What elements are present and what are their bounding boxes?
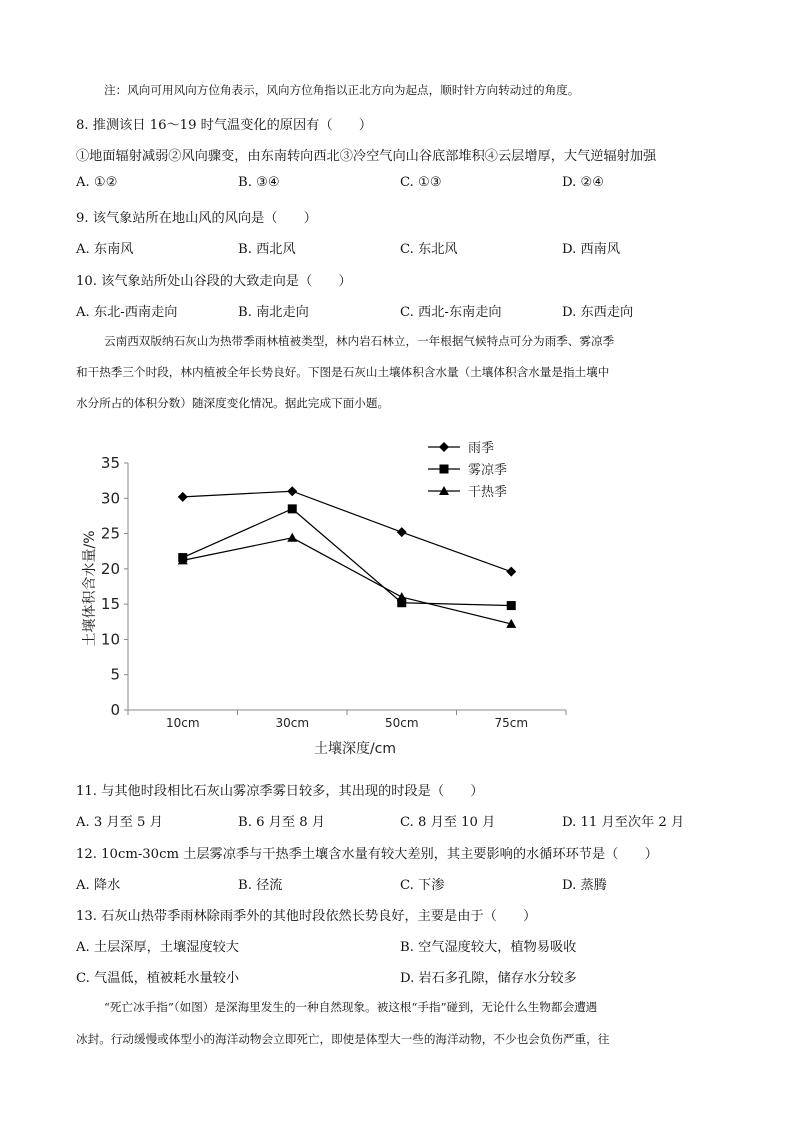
question-8-stem: 8. 推测该日 16～19 时气温变化的原因有（ ）: [76, 118, 373, 133]
series-line-1: [183, 491, 512, 571]
question-9-option-d[interactable]: D. 西南风: [562, 242, 621, 257]
question-8-option-a[interactable]: A. ①②: [76, 175, 118, 190]
question-11-option-c[interactable]: C. 8 月至 10 月: [400, 815, 496, 830]
note-text: 注：风向可用风向方位角表示，风向方位角指以正北方向为起点，顺时针方向转动过的角度。: [104, 83, 580, 97]
chart-labels: [81, 454, 528, 757]
question-9-option-c[interactable]: C. 东北风: [400, 242, 458, 257]
question-11-option-b[interactable]: B. 6 月至 8 月: [238, 815, 325, 830]
series-line-2: [183, 509, 512, 606]
y-tick-label: 5: [110, 665, 120, 684]
passage-1-line-1: 云南西双版纳石灰山为热带季雨林植被类型，林内岩石林立，一年根据气候特点可分为雨季、雾凉季: [104, 334, 615, 348]
question-8-statements: ①地面辐射减弱②风向骤变，由东南转向西北③冷空气向山谷底部堆积④云层增厚，大气逆辐射加强: [76, 149, 657, 164]
legend-label: 雨季: [468, 441, 495, 456]
question-13-option-c[interactable]: C. 气温低，植被耗水量较小: [76, 971, 240, 986]
legend-marker-square: [440, 465, 449, 474]
question-8-option-b[interactable]: B. ③④: [238, 175, 280, 190]
data-point-square: [507, 601, 516, 610]
series-line-3: [183, 538, 512, 624]
passage-1-line-2: 和干热季三个时段，林内植被全年长势良好。下图是石灰山土壤体积含水量（土壤体积含水量是指土壤中: [76, 365, 610, 379]
x-tick-label: 75cm: [494, 716, 529, 730]
y-tick-label: 25: [100, 524, 120, 543]
question-12-stem: 12. 10cm-30cm 土层雾凉季与干热季土壤含水量有较大差别，其主要影响的水循环环节是（ ）: [76, 847, 658, 862]
question-13-option-b[interactable]: B. 空气湿度较大，植物易吸收: [400, 940, 577, 955]
data-point-diamond: [178, 492, 188, 502]
question-10-option-c[interactable]: C. 西北-东南走向: [400, 305, 502, 320]
data-point-triangle: [397, 592, 407, 601]
question-8-option-d[interactable]: D. ②④: [562, 175, 605, 190]
x-tick-label: 30cm: [275, 716, 310, 730]
y-tick-label: 20: [100, 559, 120, 578]
question-11-option-a[interactable]: A. 3 月至 5 月: [76, 815, 163, 830]
question-10-option-b[interactable]: B. 南北走向: [238, 305, 309, 320]
question-13-stem: 13. 石灰山热带季雨林除雨季外的其他时段依然长势良好，主要是由于（ ）: [76, 909, 537, 924]
x-tick-label: 10cm: [165, 716, 200, 730]
question-11-option-d[interactable]: D. 11 月至次年 2 月: [562, 815, 685, 830]
data-point-diamond: [397, 527, 407, 537]
x-axis-title: 土壤深度/cm: [313, 741, 397, 757]
question-12-option-b[interactable]: B. 径流: [238, 878, 283, 893]
passage-2-line-1: “死亡冰手指”（如图）是深海里发生的一种自然现象。被这根“手指”碰到，无论什么生物都会遭遇: [104, 1000, 598, 1014]
y-tick-label: 10: [100, 630, 120, 649]
question-10-option-d[interactable]: D. 东西走向: [562, 305, 634, 320]
y-axis-title: 土壤体积含水量/%: [82, 530, 98, 647]
question-12-option-a[interactable]: A. 降水: [76, 878, 121, 893]
y-tick-label: 30: [100, 489, 120, 508]
data-point-diamond: [287, 486, 297, 496]
data-point-triangle: [287, 533, 297, 542]
question-8-option-c[interactable]: C. ①③: [400, 175, 442, 190]
question-12-option-d[interactable]: D. 蒸腾: [562, 878, 607, 893]
passage-2-line-2: 冰封。行动缓慢或体型小的海洋动物会立即死亡，即使是体型大一些的海洋动物，不少也会负伤严重，往: [76, 1032, 610, 1046]
question-12-option-c[interactable]: C. 下渗: [400, 878, 445, 893]
question-9-stem: 9. 该气象站所在地山风的风向是（ ）: [76, 211, 317, 226]
question-9-option-a[interactable]: A. 东南风: [76, 242, 134, 257]
legend-label: 干热季: [468, 485, 508, 500]
soil-moisture-chart: [0, 425, 794, 770]
x-tick-label: 50cm: [384, 716, 419, 730]
question-9-option-b[interactable]: B. 西北风: [238, 242, 296, 257]
y-tick-label: 15: [100, 595, 120, 614]
question-13-option-a[interactable]: A. 土层深厚，土壤湿度较大: [76, 940, 239, 955]
question-11-stem: 11. 与其他时段相比石灰山雾凉季雾日较多，其出现的时段是（ ）: [76, 784, 484, 799]
chart-axes: [124, 463, 566, 715]
passage-1-line-3: 水分所占的体积分数）随深度变化情况。据此完成下面小题。: [76, 396, 390, 410]
y-tick-label: 35: [100, 454, 120, 472]
question-10-option-a[interactable]: A. 东北-西南走向: [76, 305, 178, 320]
y-tick-label: 0: [110, 701, 120, 719]
chart-legend: [428, 441, 507, 500]
legend-marker-diamond: [439, 442, 449, 452]
data-point-square: [288, 504, 297, 513]
chart-series: [178, 486, 517, 628]
question-13-option-d[interactable]: D. 岩石多孔隙，储存水分较多: [400, 971, 577, 986]
question-10-stem: 10. 该气象站所处山谷段的大致走向是（ ）: [76, 274, 352, 289]
legend-label: 雾凉季: [468, 463, 508, 478]
data-point-diamond: [506, 567, 516, 577]
